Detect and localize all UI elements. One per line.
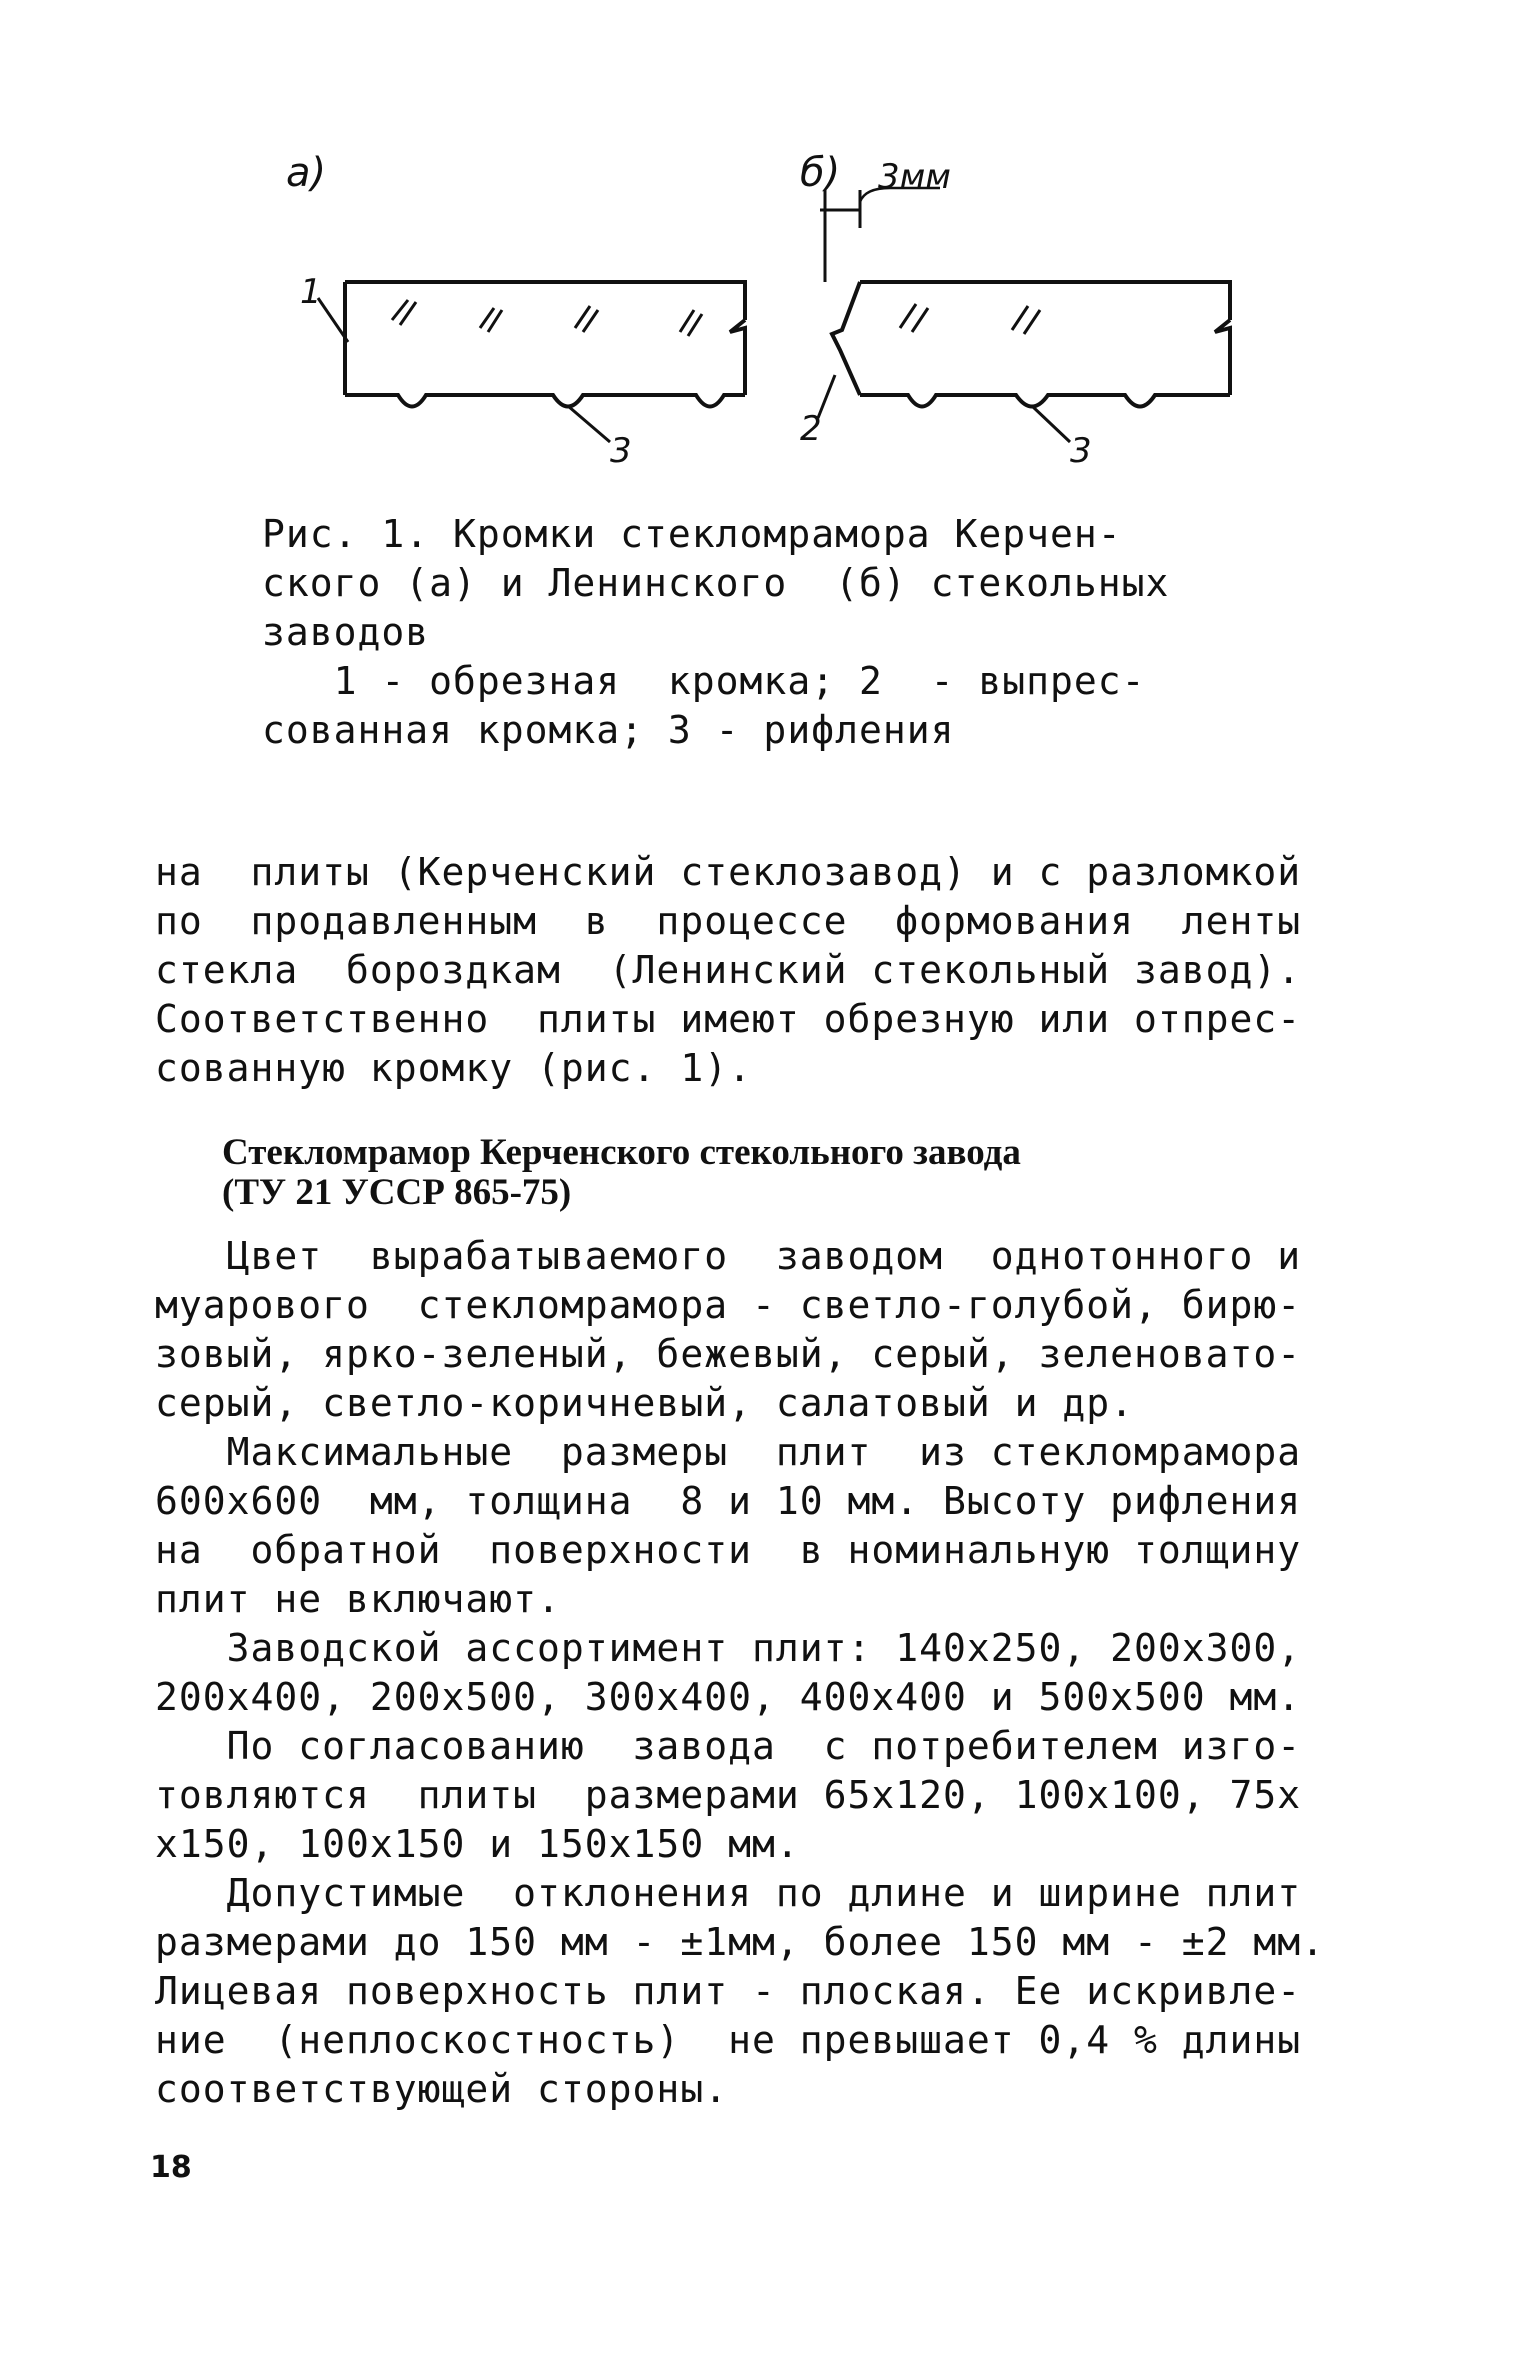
text-line: по продавленным в процессе формования ленты bbox=[155, 899, 1302, 943]
page-number: 18 bbox=[150, 2150, 192, 2185]
text-line: 600х600 мм, толщина 8 и 10 мм. Высоту рифления bbox=[155, 1479, 1302, 1523]
text-line: зовый, ярко-зеленый, бежевый, серый, зеленовато- bbox=[155, 1332, 1302, 1376]
caption-line: заводов bbox=[262, 610, 430, 654]
heading-line: Стекломрамор Керченского стекольного завода bbox=[222, 1132, 1021, 1173]
callout-1: 1 bbox=[300, 272, 322, 312]
text-line: товляются плиты размерами 65х120, 100х100, 75х bbox=[155, 1773, 1302, 1817]
text-line: плит не включают. bbox=[155, 1577, 561, 1621]
section-heading bbox=[222, 1133, 1322, 1213]
text-line: серый, светло-коричневый, салатовый и др. bbox=[155, 1381, 1134, 1425]
caption-line: 1 - обрезная кромка; 2 - выпрес- bbox=[262, 659, 1146, 703]
text-line: Заводской ассортимент плит: 140х250, 200х300, bbox=[155, 1626, 1302, 1670]
text-line: х150, 100х150 и 150х150 мм. bbox=[155, 1822, 800, 1866]
text-line: стекла бороздкам (Ленинский стекольный завод). bbox=[155, 948, 1302, 992]
text-line: размерами до 150 мм - ±1мм, более 150 мм - ±2 мм. bbox=[155, 1920, 1326, 1964]
text-line: 200х400, 200х500, 300х400, 400х400 и 500х500 мм. bbox=[155, 1675, 1302, 1719]
caption-line: ского (а) и Ленинского (б) стекольных bbox=[262, 561, 1170, 605]
dimension-3mm-label: 3мм bbox=[878, 157, 951, 197]
tile-b-drawing bbox=[818, 188, 1230, 442]
text-line: на плиты (Керченский стеклозавод) и с разломкой bbox=[155, 850, 1302, 894]
text-line: Лицевая поверхность плит - плоская. Ее искривле- bbox=[155, 1969, 1302, 2013]
callout-2: 2 bbox=[800, 409, 822, 449]
heading-line: (ТУ 21 УССР 865-75) bbox=[222, 1172, 572, 1213]
tile-a-drawing bbox=[318, 282, 745, 442]
text-line: сованную кромку (рис. 1). bbox=[155, 1046, 752, 1090]
text-line: ние (неплоскостность) не превышает 0,4 % длины bbox=[155, 2018, 1302, 2062]
text-line: Соответственно плиты имеют обрезную или отпрес- bbox=[155, 997, 1302, 1041]
callout-3-a: 3 bbox=[610, 431, 632, 471]
figure-drawing bbox=[260, 150, 1260, 480]
paragraph-section-body bbox=[155, 1232, 1385, 2114]
text-line: По согласованию завода с потребителем изго- bbox=[155, 1724, 1302, 1768]
text-line: на обратной поверхности в номинальную толщину bbox=[155, 1528, 1302, 1572]
caption-line: Рис. 1. Кромки стекломрамора Керчен- bbox=[262, 512, 1122, 556]
figure-tile-edges bbox=[260, 150, 1260, 480]
text-line: Максимальные размеры плит из стекломрамора bbox=[155, 1430, 1302, 1474]
figure-label-b: б) bbox=[800, 150, 841, 196]
figure-caption bbox=[262, 510, 1262, 755]
text-line: муарового стекломрамора - светло-голубой, бирю- bbox=[155, 1283, 1302, 1327]
paragraph-intro bbox=[155, 848, 1385, 1093]
caption-line: сованная кромка; 3 - рифления bbox=[262, 708, 955, 752]
text-line: Допустимые отклонения по длине и ширине плит bbox=[155, 1871, 1302, 1915]
figure-label-a: а) bbox=[286, 150, 327, 196]
text-line: соответствующей стороны. bbox=[155, 2067, 729, 2111]
callout-3-b: 3 bbox=[1070, 431, 1092, 471]
text-line: Цвет вырабатываемого заводом однотонного и bbox=[155, 1234, 1302, 1278]
